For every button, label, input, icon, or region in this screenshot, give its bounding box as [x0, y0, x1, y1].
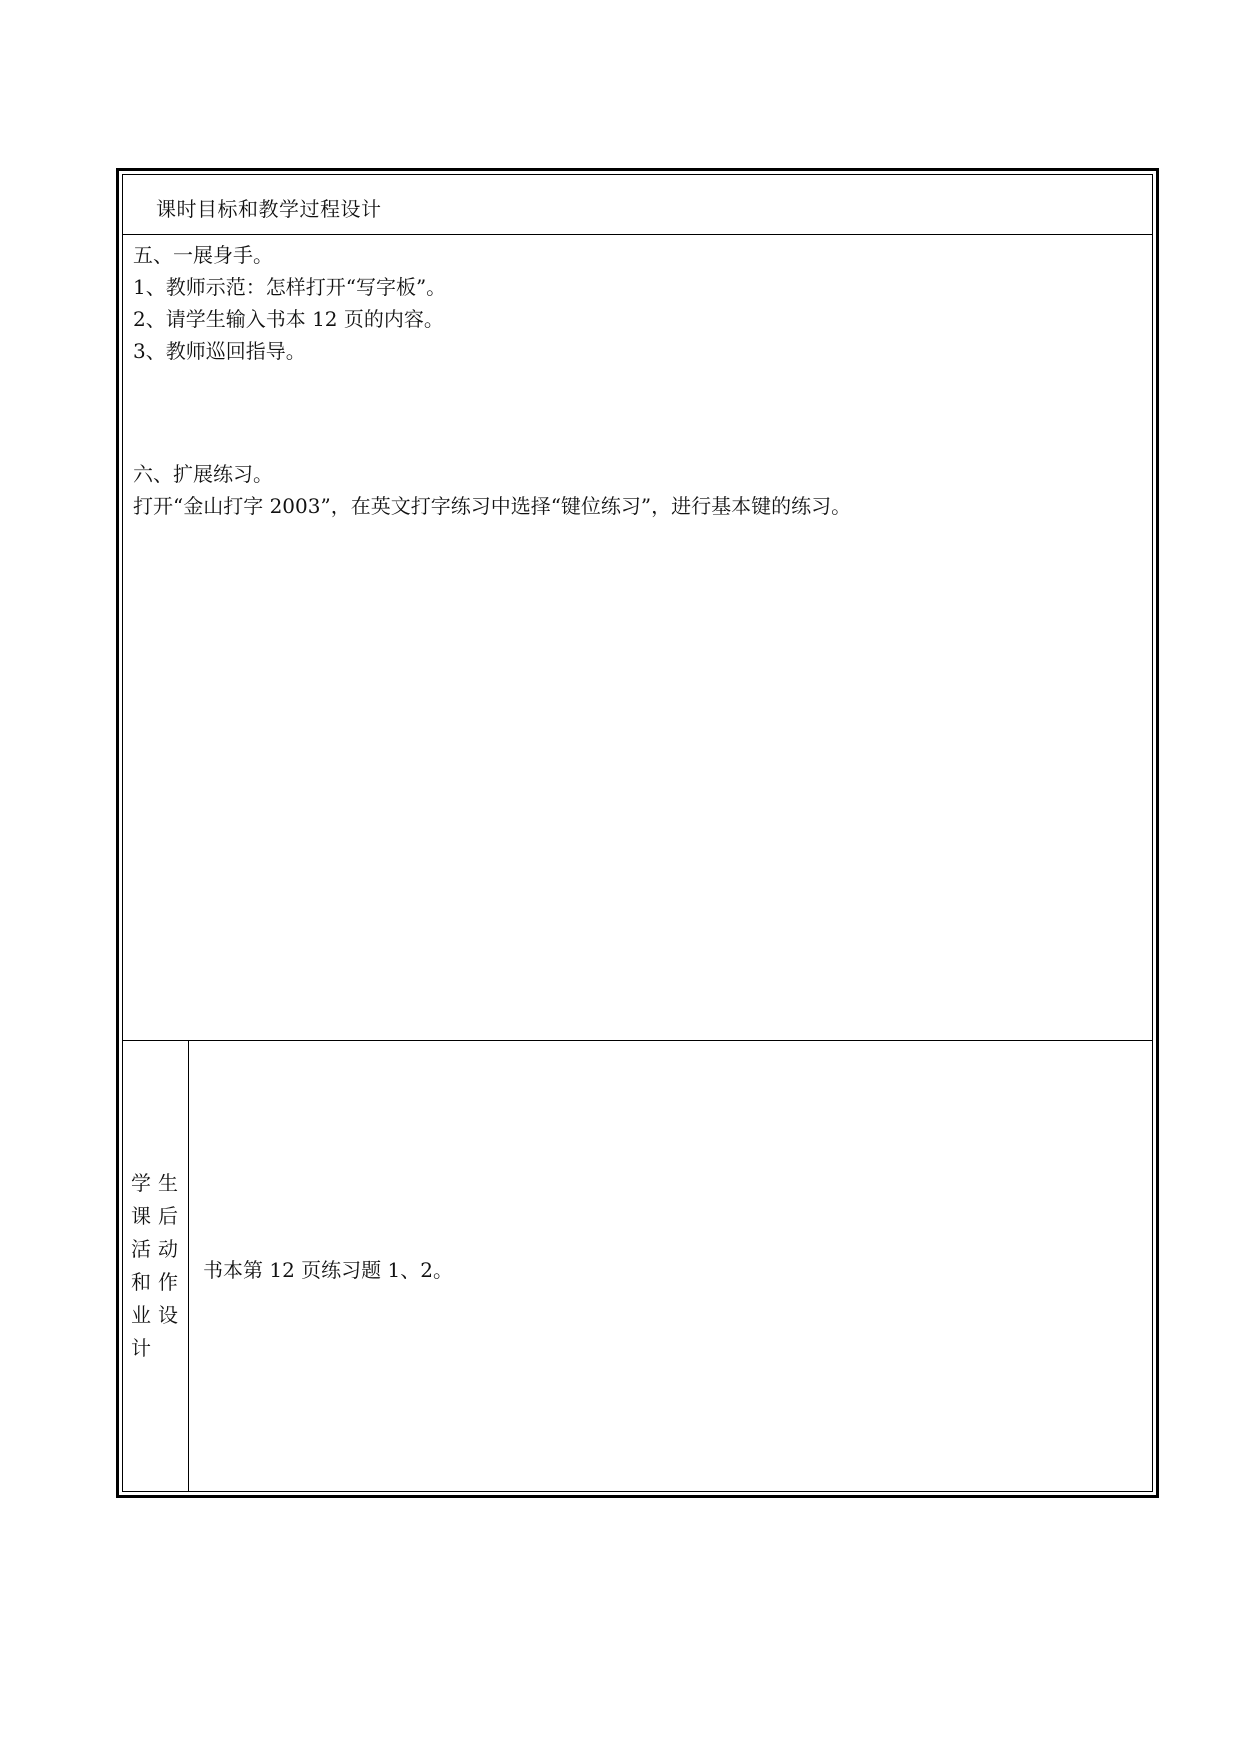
homework-content: 书本第 12 页练习题 1、2。 — [203, 1258, 453, 1282]
homework-label: 学生课后活动和作业设计 — [131, 1171, 185, 1360]
homework-label-cell — [123, 1041, 189, 1491]
section-header-title: 课时目标和教学过程设计 — [156, 197, 382, 221]
section5-title: 五、一展身手。 — [133, 243, 273, 267]
section5-item-1: 1、教师示范：怎样打开“写字板”。 — [133, 275, 447, 299]
homework-row — [123, 1041, 1152, 1491]
section6-text: 打开“金山打字 2003”，在英文打字练习中选择“键位练习”，进行基本键的练习。 — [133, 494, 852, 518]
header-row — [123, 175, 1152, 235]
lesson-plan-table — [116, 168, 1159, 1498]
section5-item-3: 3、教师巡回指导。 — [133, 339, 306, 363]
section5-item-2: 2、请学生输入书本 12 页的内容。 — [133, 307, 444, 331]
teaching-process-cell — [123, 235, 1152, 1041]
section6-title: 六、扩展练习。 — [133, 462, 273, 486]
table-inner-border — [122, 174, 1153, 1492]
